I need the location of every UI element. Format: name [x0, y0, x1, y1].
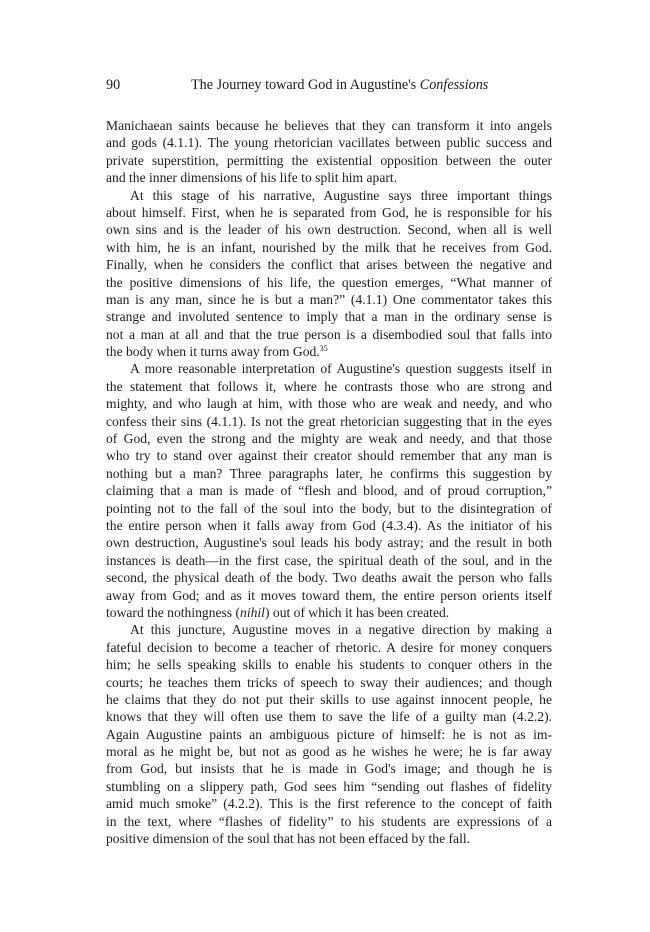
body-text [106, 117, 552, 847]
running-title-italic: Confessions [419, 77, 489, 93]
text-line: in the text, where “flashes of fidelity” to his students are expressions of a [106, 813, 552, 829]
text-line: of God, even the strong and the mighty are weak and needy, and that those [106, 431, 552, 447]
text-line: Manichaean saints because he believes that they can transform it into angels [106, 118, 552, 133]
text-line: with him, he is an infant, nourished by the milk that he receives from God. [106, 239, 552, 255]
text-line: mighty, and who laugh at him, with those who are weak and needy, and who [106, 396, 552, 412]
text-line: away from God; and as it moves toward them, the entire person orients itself [106, 587, 552, 603]
text-line: Again Augustine paints an ambiguous picture of himself: he is not as im- [106, 726, 552, 742]
text-line: man is any man, since he is but a man?” (4.1.1) One commentator takes this [106, 291, 552, 307]
text-line: from God, but insists that he is made in God's image; and though he is [106, 761, 552, 777]
text-line: about himself. First, when he is separated from God, he is responsible for his [106, 204, 552, 220]
text-line: the entire person when it falls away from God (4.3.4). As the initiator of his [106, 517, 552, 533]
text-line: and gods (4.1.1). The young rhetorician vacillates between public success and [106, 135, 552, 151]
text-line: claiming that a man is made of “flesh and blood, and of proud corruption,” [106, 483, 552, 499]
text-line: nothing but a man? Three paragraphs later, he confirms this suggestion by [106, 465, 552, 481]
text-line: knows that they will often use them to save the life of a guilty man (4.2.2). [106, 709, 552, 725]
text-line: toward the nothingness (nihil) out of which it has been created. [106, 604, 450, 620]
text-line: instances is death—in the first case, the spiritual death of the soul, and in the [106, 552, 552, 568]
text-line: the statement that follows it, where he contrasts those who are strong and [106, 378, 552, 394]
paragraph [106, 360, 552, 621]
text-line: Finally, when he considers the conflict that arises between the negative and [106, 257, 552, 273]
text-line: amid much smoke” (4.2.2). This is the first reference to the concept of faith [106, 796, 552, 812]
text-line: confess their sins (4.1.1). Is not the great rhetorician suggesting that in the eyes [106, 413, 552, 429]
text-line: private superstition, permitting the existential opposition between the outer [106, 152, 552, 168]
paragraph [106, 621, 552, 847]
text-line: who try to stand over against their creator should remember that any man is [106, 448, 552, 464]
text-line: moral as he might be, but not as good as he wishes he were; he is far away [106, 744, 552, 760]
text-line: At this stage of his narrative, Augustine says three important things [130, 187, 552, 203]
text-line: own destruction, Augustine's soul leads his body astray; and the result in both [106, 535, 552, 551]
text-line: courts; he teaches them tricks of speech to sway their audiences; and though [106, 674, 552, 690]
text-line: the positive dimensions of his life, the question emerges, “What manner of [106, 274, 552, 290]
text-line: A more reasonable interpretation of Augustine's question suggests itself in [130, 361, 552, 377]
running-title: The Journey toward God in Augustine's Confessions [191, 77, 489, 93]
text-line: and the inner dimensions of his life to split him apart. [106, 170, 398, 186]
text-line: not a man at all and that the true person is a disembodied soul that falls into [106, 326, 552, 342]
paragraph [106, 187, 552, 361]
text-line: own sins and is the leader of his own destruction. Second, when all is well [106, 222, 552, 238]
text-line: he claims that they do not put their skills to use against innocent people, he [106, 691, 552, 707]
page-number: 90 [106, 77, 121, 93]
text-line: pointing not to the fall of the soul into the body, but to the disintegration of [106, 500, 552, 516]
text-line: him; he sells speaking skills to enable his students to conquer others in the [106, 657, 552, 673]
italic-term: nihil [240, 604, 265, 620]
text-line: At this juncture, Augustine moves in a negative direction by making a [130, 622, 552, 638]
text-line: fateful decision to become a teacher of rhetoric. A desire for money conquers [106, 639, 552, 655]
text-line: stumbling on a slippery path, God sees him “sending out flashes of fidelity [106, 778, 552, 794]
footnote-reference: 35 [319, 344, 328, 354]
text-line: the body when it turns away from God.$^{35}$ [106, 344, 328, 360]
text-line: positive dimension of the soul that has not been effaced by the fall. [106, 831, 471, 847]
paragraph [106, 117, 552, 187]
text-line: second, the physical death of the body. Two deaths await the person who falls [106, 570, 552, 586]
text-line: strange and involuted sentence to imply that a man in the ordinary sense is [106, 309, 552, 325]
